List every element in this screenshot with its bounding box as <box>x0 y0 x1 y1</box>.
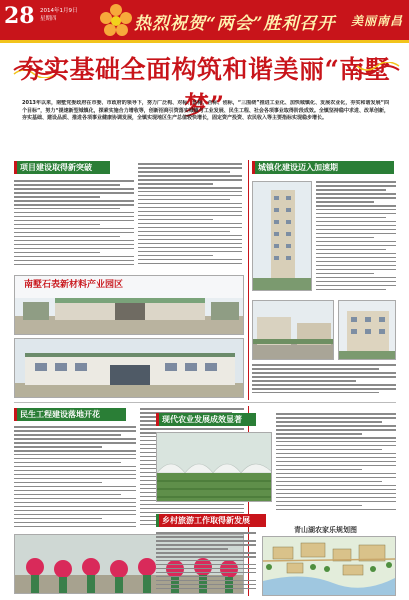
page-number: 28 <box>4 3 35 29</box>
lead-paragraph: 2013年以来，南墅党委政府在市委、市政府的领导下，努力广泛构、对标、达标，合标、创标，“三围绕”推进工业化、加快城镇化、发展农业化，夯实和谐发展“四个目标”，努力“提速新型城镇化，探索实施合力增收等，创新招商引资落实城镇与工业发展、民生工程、社会各项事业取得阶段成效。全镇坚持稳中求进、改革创新，夯实基础、建设品质、推进各项事业健康协调发展，全镇实现地区生产总值较快增长，固定资产投资、农民收入等主要指标实现稳步增长。 <box>22 100 389 121</box>
masthead <box>0 0 409 40</box>
article-text-livelihood-col1 <box>14 426 136 531</box>
weekday: 星期四 <box>40 16 57 22</box>
article-text-urbanization <box>316 181 396 296</box>
article-text-projects-col2 <box>138 163 242 268</box>
section-name: 美丽南昌 <box>350 14 403 28</box>
article-text-tourism <box>156 532 256 594</box>
article-text-agriculture <box>276 413 396 517</box>
tower-building-photo <box>252 181 312 291</box>
section-divider <box>14 402 396 403</box>
article-text-projects-col1 <box>14 180 134 270</box>
masthead-headline: 热烈祝贺“两会”胜利召开 <box>134 14 336 34</box>
map-title: 青山湖农家乐规划图 <box>294 526 357 534</box>
date-line: 2014年1月9日 <box>40 8 78 14</box>
ribbon-decoration-icon <box>355 62 401 78</box>
section-banner-urbanization: 城镇化建设迈入加速期 <box>252 161 394 174</box>
industrial-park-caption: 南墅石表新材料产业园区 <box>24 280 124 290</box>
date-info <box>40 7 78 23</box>
farm-stay-plan-map <box>262 536 396 596</box>
flower-emblem-icon <box>98 2 134 38</box>
section-banner-tourism: 乡村旅游工作取得新发展 <box>156 514 266 527</box>
residential-building-photo <box>338 300 396 360</box>
section-banner-agriculture: 现代农业发展成效显著 <box>156 413 256 426</box>
section-banner-projects: 项目建设取得新突破 <box>14 161 110 174</box>
section-banner-livelihood: 民生工程建设落地开花 <box>14 408 126 421</box>
factory-photo <box>14 338 244 398</box>
main-headline: 夯实基础全面构筑和谐美丽“南墅梦” <box>18 55 391 120</box>
article-text-urbanization-bottom <box>252 364 396 398</box>
street-view-photo <box>252 300 334 360</box>
column-divider <box>248 160 249 400</box>
masthead-rule <box>0 40 409 43</box>
greenhouse-photo <box>156 432 272 502</box>
